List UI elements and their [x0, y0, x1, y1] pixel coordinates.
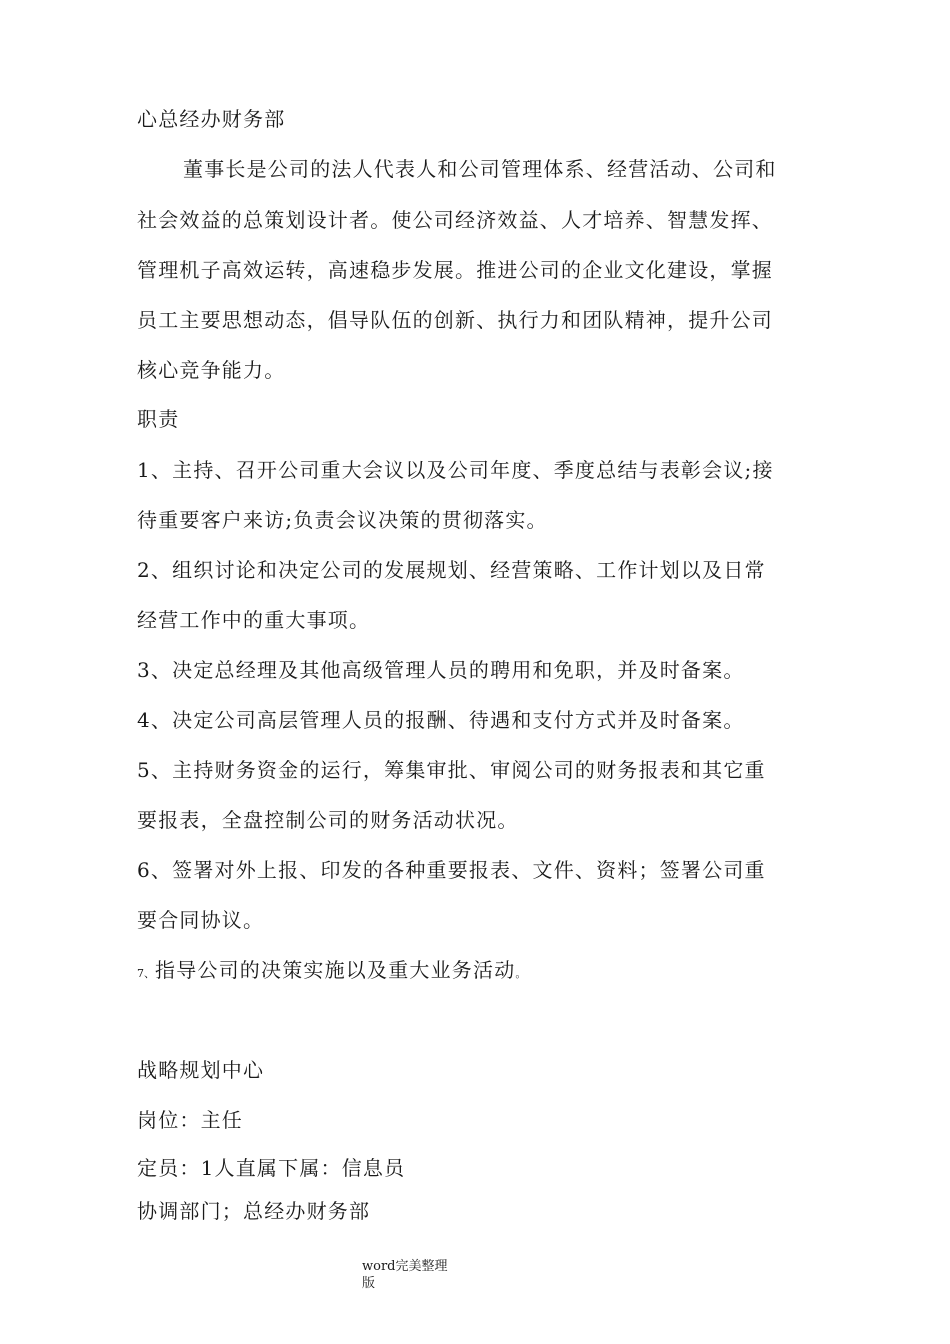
duty-line: 5、主持财务资金的运行，筹集审批、审阅公司的财务报表和其它重	[137, 758, 766, 782]
duty-line: 6、签署对外上报、印发的各种重要报表、文件、资料；签署公司重	[137, 858, 766, 882]
intro-paragraph-line: 核心竞争能力。	[137, 358, 286, 382]
intro-paragraph-line: 社会效益的总策划设计者。使公司经济效益、人才培养、智慧发挥、	[137, 208, 773, 232]
duty-7-number: 7、	[137, 967, 155, 980]
intro-paragraph-line: 员工主要思想动态，倡导队伍的创新、执行力和团队精神，提升公司	[137, 308, 773, 332]
duty-line: 2、组织讨论和决定公司的发展规划、经营策略、工作计划以及日常	[137, 558, 766, 582]
section-heading: 心总经办财务部	[137, 107, 286, 131]
staffing-line: 定员：1人直属下属：信息员	[137, 1156, 406, 1180]
duty-line-7	[137, 957, 526, 987]
intro-paragraph-line: 管理机子高效运转，高速稳步发展。推进公司的企业文化建设，掌握	[137, 258, 773, 282]
page-footer	[362, 1258, 462, 1292]
duty-7-text: 指导公司的决策实施以及重大业务活动	[155, 958, 516, 982]
footer-line: word完美整理	[362, 1259, 448, 1274]
duty-line: 经营工作中的重大事项。	[137, 608, 371, 632]
section-heading: 战略规划中心	[137, 1058, 265, 1082]
duty-line: 要报表，全盘控制公司的财务活动状况。	[137, 808, 519, 832]
position-line: 岗位：主任	[137, 1108, 243, 1132]
duties-title: 职责	[137, 407, 180, 431]
coordination-line: 协调部门；总经办财务部	[137, 1199, 371, 1223]
footer-line: 版	[362, 1276, 376, 1291]
duty-line: 要合同协议。	[137, 908, 265, 932]
duty-line: 待重要客户来访;负责会议决策的贯彻落实。	[137, 508, 548, 532]
intro-paragraph-line: 董事长是公司的法人代表人和公司管理体系、经营活动、公司和	[183, 157, 777, 181]
duty-7-period: 。	[515, 967, 527, 980]
duty-line: 4、决定公司高层管理人员的报酬、待遇和支付方式并及时备案。	[137, 708, 745, 732]
duty-line: 3、决定总经理及其他高级管理人员的聘用和免职，并及时备案。	[137, 658, 745, 682]
duty-line: 1、主持、召开公司重大会议以及公司年度、季度总结与表彰会议;接	[137, 458, 774, 482]
